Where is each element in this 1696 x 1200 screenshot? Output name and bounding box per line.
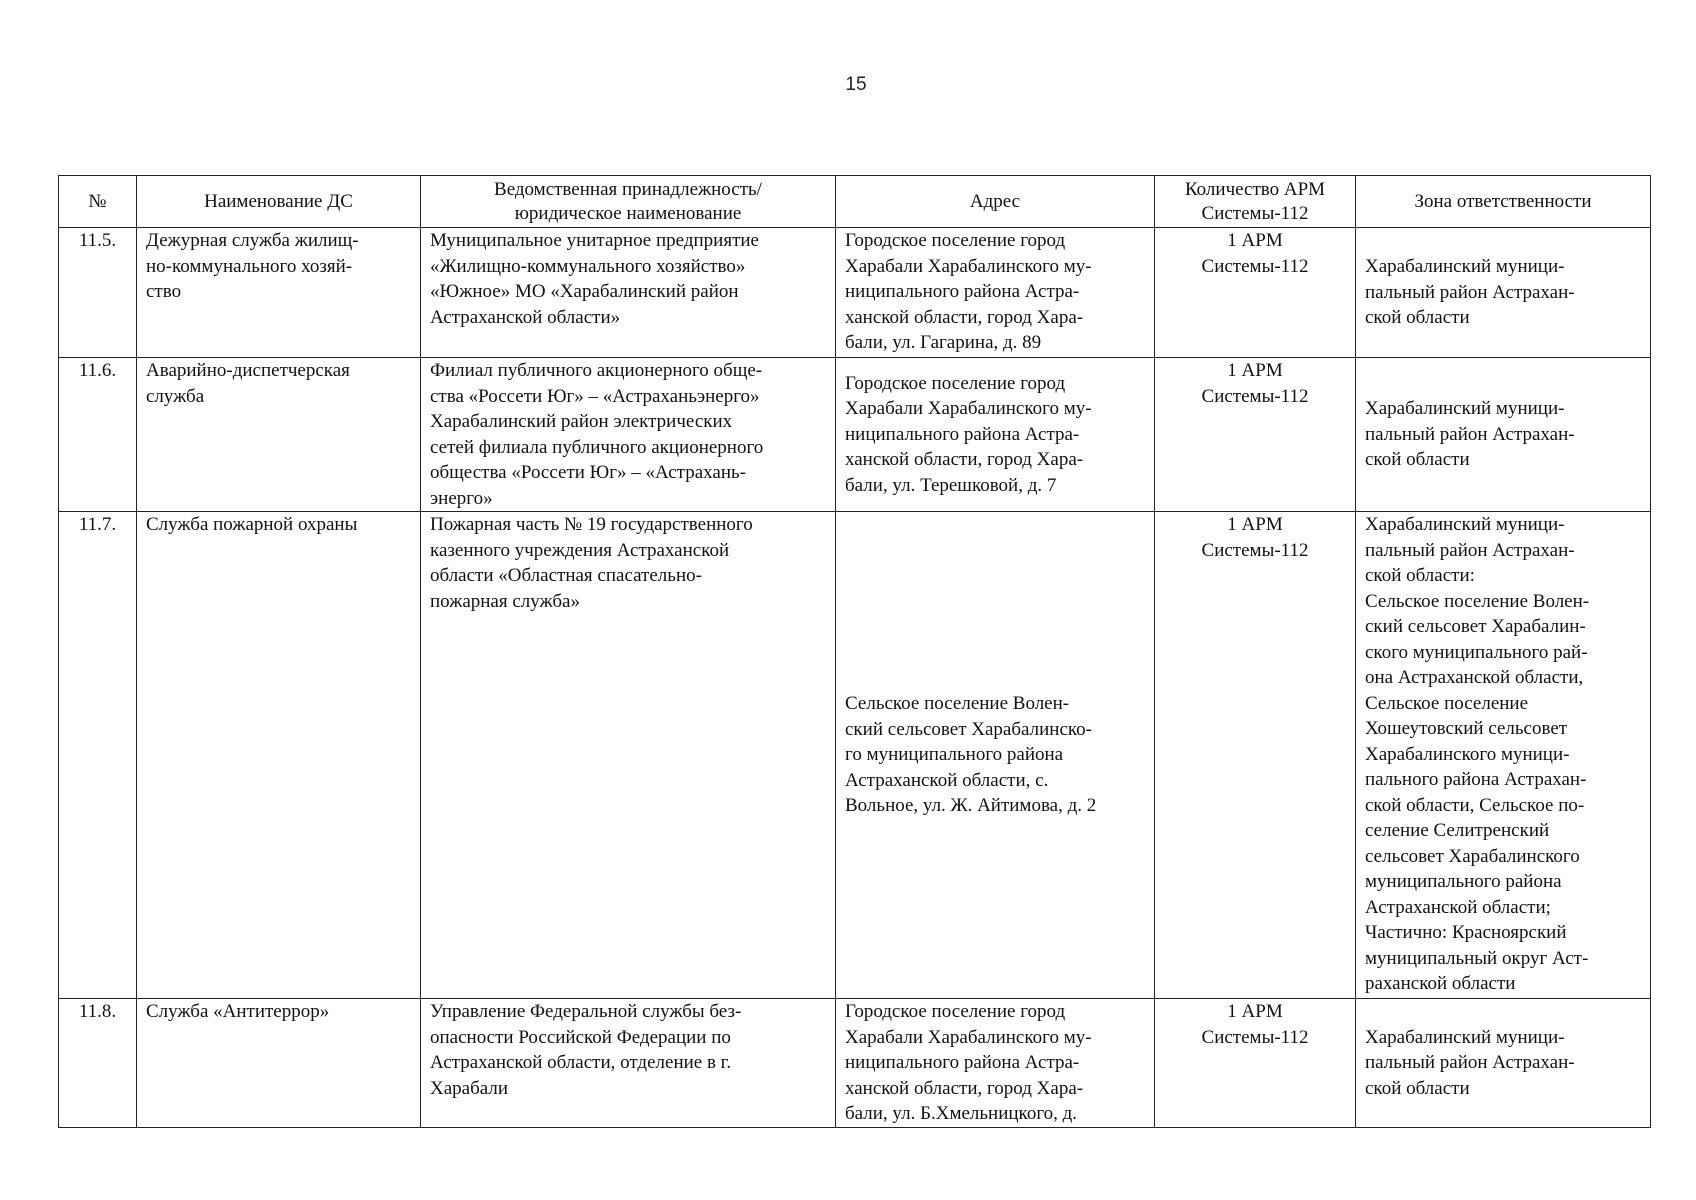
service-address: Городское поселение город Харабали Харабалинского му- ниципального района Астра- ханской области, город Хара- бали, ул. Гагарина, д. 89: [836, 228, 1155, 358]
service-name: Служба пожарной охраны: [137, 512, 421, 999]
page-number: 15: [845, 74, 867, 95]
service-affiliation: Пожарная часть № 19 государственного казенного учреждения Астраханской области «Областная спасательно- пожарная служба»: [421, 512, 836, 999]
header-apm-count: Количество АРМ Системы-112: [1155, 176, 1356, 228]
apm-count: 1 АРМ Системы-112: [1155, 228, 1356, 358]
service-affiliation: Управление Федеральной службы без- опасности Российской Федерации по Астраханской области, отделение в г. Харабали: [421, 999, 836, 1128]
table-row: [59, 999, 1651, 1128]
service-affiliation: Муниципальное унитарное предприятие «Жилищно-коммунального хозяйство» «Южное» МО «Харабалинский район Астраханской области»: [421, 228, 836, 358]
table-row: [59, 228, 1651, 358]
table-row: [59, 358, 1651, 512]
table-header-row: [59, 176, 1651, 228]
apm-count: 1 АРМ Системы-112: [1155, 999, 1356, 1128]
responsibility-zone: Харабалинский муници- пальный район Астрахан- ской области: Сельское поселение Волен- ский сельсовет Харабалин- ского муниципального рай- она Астраханской области, Сельское поселение Хошеутовский сельсовет Харабалинского муници- пального района Астрахан- ской области, Сельское по- селение Селитренский сельсовет Харабалинского муниципального района Астраханской области; Частично: Красноярский муниципальный округ Аст- раханской области: [1356, 512, 1651, 999]
responsibility-zone: Харабалинский муници- пальный район Астрахан- ской области: [1356, 358, 1651, 512]
apm-count: 1 АРМ Системы-112: [1155, 358, 1356, 512]
apm-count: 1 АРМ Системы-112: [1155, 512, 1356, 999]
header-service-name: Наименование ДС: [137, 176, 421, 228]
service-address: Городское поселение город Харабали Харабалинского му- ниципального района Астра- ханской области, город Хара- бали, ул. Б.Хмельницкого, д.: [836, 999, 1155, 1128]
service-address: Городское поселение город Харабали Харабалинского му- ниципального района Астра- ханской области, город Хара- бали, ул. Терешковой, д. 7: [836, 358, 1155, 512]
header-number: №: [59, 176, 137, 228]
service-name: Служба «Антитеррор»: [137, 999, 421, 1128]
service-address: Сельское поселение Волен- ский сельсовет Харабалинско- го муниципального района Астраханской области, с. Вольное, ул. Ж. Айтимова, д. 2: [836, 512, 1155, 999]
responsibility-zone: Харабалинский муници- пальный район Астрахан- ской области: [1356, 999, 1651, 1128]
row-number: 11.7.: [59, 512, 137, 999]
table-row: [59, 512, 1651, 999]
header-responsibility-zone: Зона ответственности: [1356, 176, 1651, 228]
row-number: 11.6.: [59, 358, 137, 512]
header-affiliation: Ведомственная принадлежность/ юридическое наименование: [421, 176, 836, 228]
row-number: 11.5.: [59, 228, 137, 358]
header-address: Адрес: [836, 176, 1155, 228]
dispatch-services-table: [58, 175, 1651, 1128]
service-affiliation: Филиал публичного акционерного обще- ства «Россети Юг» – «Астраханьэнерго» Харабалинский район электрических сетей филиала публичного акционерного общества «Россети Юг» – «Астрахань- энерго»: [421, 358, 836, 512]
row-number: 11.8.: [59, 999, 137, 1128]
service-name: Дежурная служба жилищ- но-коммунального хозяй- ство: [137, 228, 421, 358]
service-name: Аварийно-диспетчерская служба: [137, 358, 421, 512]
responsibility-zone: Харабалинский муници- пальный район Астрахан- ской области: [1356, 228, 1651, 358]
